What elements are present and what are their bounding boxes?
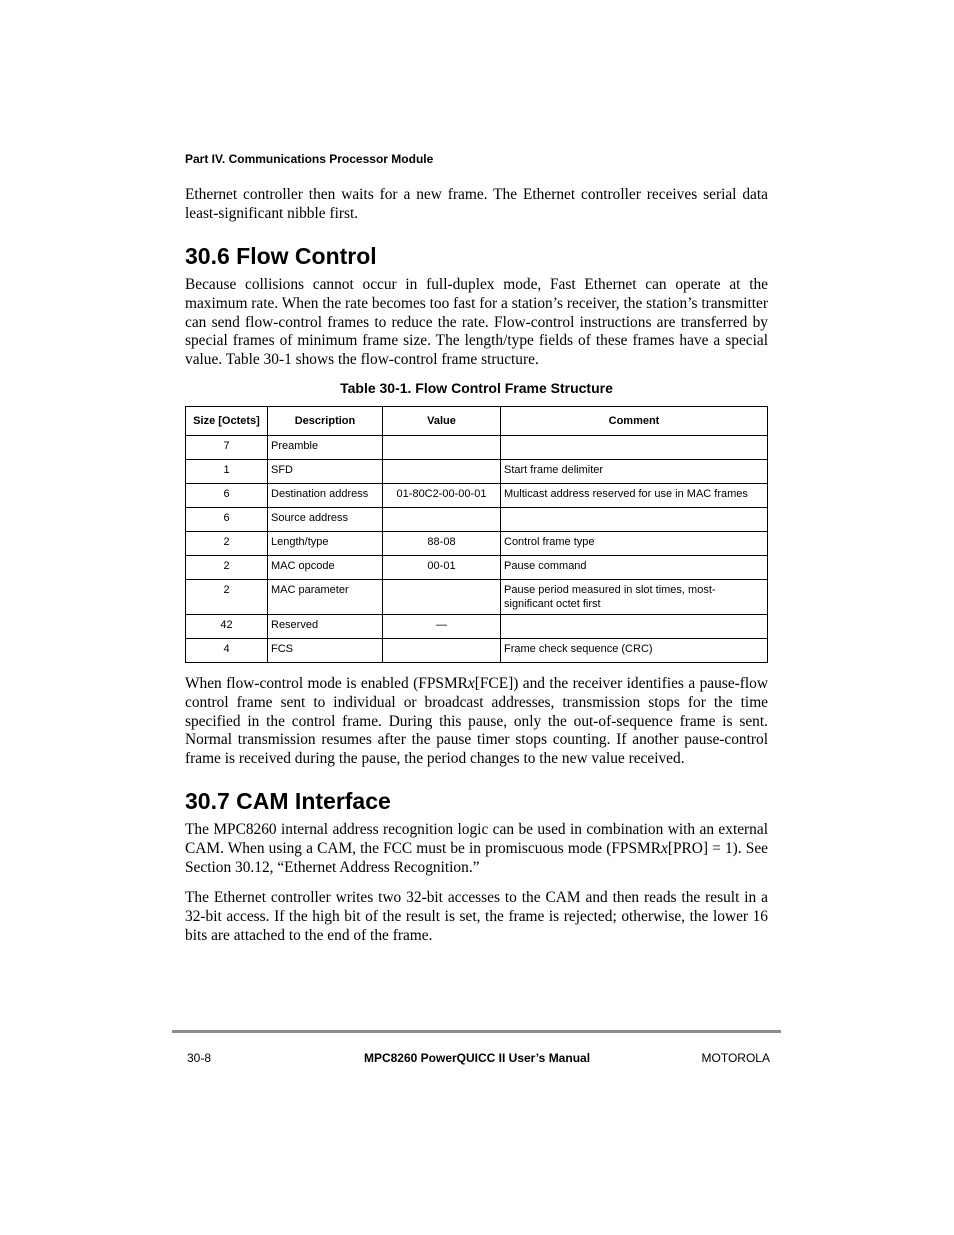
section-title-flow-control: 30.6 Flow Control — [185, 243, 377, 269]
cell-comment: Start frame delimiter — [501, 460, 768, 484]
cell-value — [383, 639, 501, 663]
cell-value: 01-80C2-00-00-01 — [383, 484, 501, 508]
section-title-cam-interface: 30.7 CAM Interface — [185, 788, 391, 814]
page-number: 30-8 — [187, 1051, 212, 1065]
table-row — [186, 580, 768, 615]
table-row — [186, 484, 768, 508]
table-row — [186, 436, 768, 460]
manual-title: MPC8260 PowerQUICC II User’s Manual — [363, 1051, 591, 1065]
cell-value — [383, 580, 501, 615]
table-row — [186, 508, 768, 532]
cell-value — [383, 460, 501, 484]
cell-comment: Frame check sequence (CRC) — [501, 639, 768, 663]
column-header-value: Value — [383, 407, 501, 436]
table-caption: Table 30-1. Flow Control Frame Structure — [340, 380, 613, 396]
cell-size: 4 — [186, 639, 268, 663]
table-row — [186, 460, 768, 484]
cell-size: 42 — [186, 615, 268, 639]
running-head: Part IV. Communications Processor Module — [185, 152, 434, 166]
cam-interface-paragraph-2: The Ethernet controller writes two 32-bit accesses to the CAM and then reads the result in a 32-bit access. If the high bit of the result is set, the frame is rejected; otherwise, the lower 16 bits are attached to the end of the frame. — [185, 889, 768, 944]
cell-description: Destination address — [268, 484, 383, 508]
cell-comment — [501, 615, 768, 639]
cell-size: 6 — [186, 484, 268, 508]
intro-paragraph: Ethernet controller then waits for a new frame. The Ethernet controller receives serial data least-significant nibble first. — [185, 186, 768, 222]
cell-size: 2 — [186, 532, 268, 556]
cell-value — [383, 436, 501, 460]
cell-comment: Pause command — [501, 556, 768, 580]
cell-comment: Multicast address reserved for use in MAC frames — [501, 484, 768, 508]
table-row — [186, 556, 768, 580]
cell-value: — — [383, 615, 501, 639]
flow-control-frame-table — [185, 406, 768, 663]
cell-description: Source address — [268, 508, 383, 532]
table-row — [186, 615, 768, 639]
publisher: MOTOROLA — [701, 1051, 770, 1065]
table-row — [186, 532, 768, 556]
cell-description: SFD — [268, 460, 383, 484]
cell-comment — [501, 436, 768, 460]
column-header-comment: Comment — [501, 407, 768, 436]
table-header-row — [186, 407, 768, 436]
cell-comment: Pause period measured in slot times, most-significant octet first — [501, 580, 768, 615]
cell-comment — [501, 508, 768, 532]
cell-description: Length/type — [268, 532, 383, 556]
cell-description: MAC parameter — [268, 580, 383, 615]
column-header-description: Description — [268, 407, 383, 436]
cell-size: 6 — [186, 508, 268, 532]
cell-value: 88-08 — [383, 532, 501, 556]
cell-description: FCS — [268, 639, 383, 663]
cell-description: Preamble — [268, 436, 383, 460]
cell-value — [383, 508, 501, 532]
cell-size: 2 — [186, 580, 268, 615]
column-header-size: Size [Octets] — [186, 407, 268, 436]
cell-value: 00-01 — [383, 556, 501, 580]
cell-comment: Control frame type — [501, 532, 768, 556]
cell-size: 1 — [186, 460, 268, 484]
cam-interface-paragraph-1: The MPC8260 internal address recognition logic can be used in combination with an external CAM. When using a CAM, the FCC must be in promiscuous mode (FPSMRx[PRO] = 1). See Section 30.12, “Ethernet Address Recognition.” — [185, 821, 768, 876]
footer-rule — [172, 1030, 781, 1033]
cell-size: 7 — [186, 436, 268, 460]
cell-description: Reserved — [268, 615, 383, 639]
cell-description: MAC opcode — [268, 556, 383, 580]
flow-control-mode-paragraph: When flow-control mode is enabled (FPSMRx[FCE]) and the receiver identifies a pause-flow control frame sent to individual or broadcast addresses, transmission stops for the time specified in the control frame. During this pause, only the out-of-sequence frame is sent. Normal transmission resumes after the pause timer stops counting. If another pause-control frame is received during the pause, the period changes to the new value received. — [185, 675, 768, 768]
flow-control-intro-paragraph: Because collisions cannot occur in full-duplex mode, Fast Ethernet can operate at the maximum rate. When the rate becomes too fast for a station’s receiver, the station’s transmitter can send flow-control frames to reduce the rate. Flow-control instructions are transferred by special frames of minimum frame size. The length/type fields of these frames have a special value. Table 30-1 shows the flow-control frame structure. — [185, 276, 768, 369]
table-row — [186, 639, 768, 663]
cell-size: 2 — [186, 556, 268, 580]
